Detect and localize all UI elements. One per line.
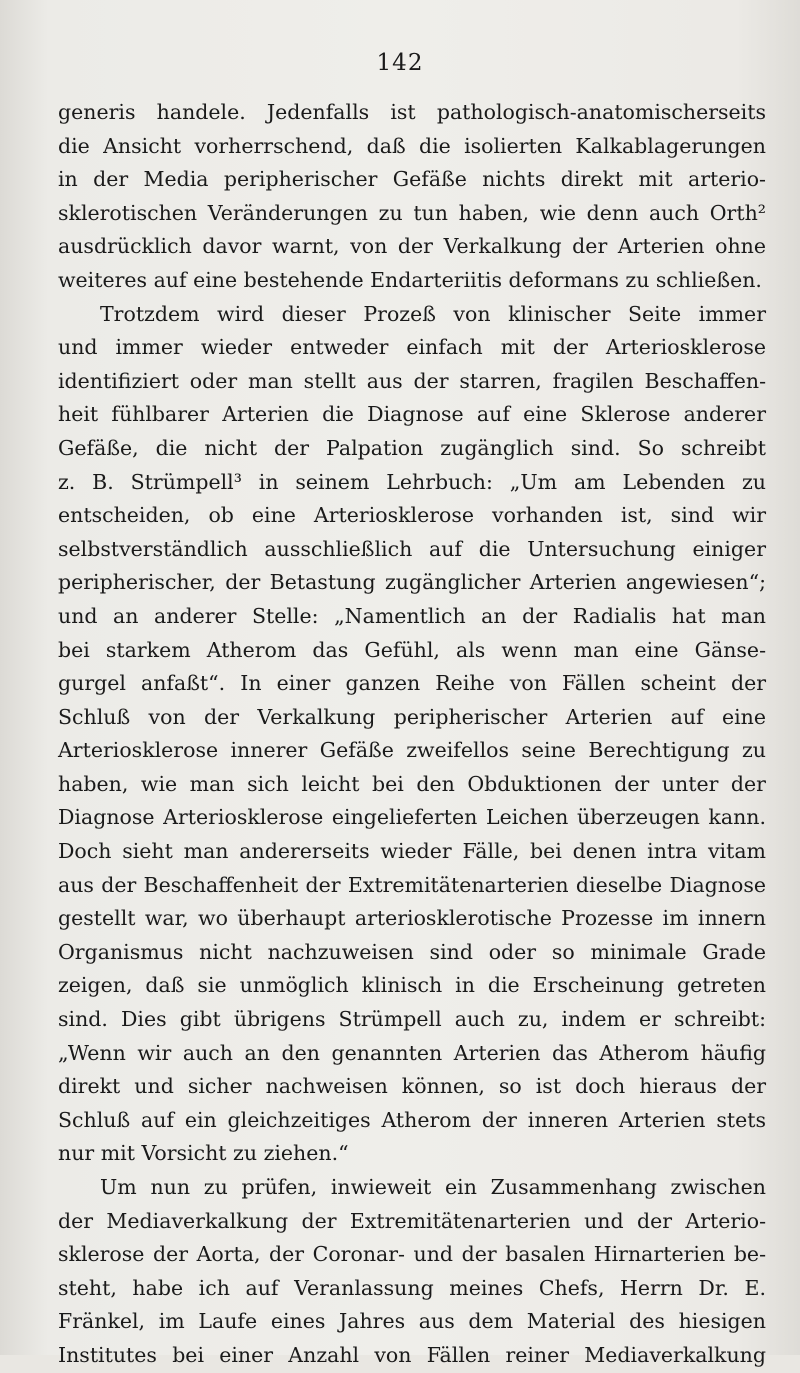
paragraph (58, 96, 766, 298)
text-line: Fränkel, im Laufe eines Jahres aus dem Material des hiesigen (58, 1309, 766, 1334)
paragraph (58, 298, 766, 1171)
text-line: Diagnose Arteriosklerose eingelieferten Leichen überzeugen kann. (58, 805, 766, 830)
text-line: Trotzdem wird dieser Prozeß von klinischer Seite immer (100, 301, 766, 326)
text-line: bei starkem Atherom das Gefühl, als wenn man eine Gänse- (58, 637, 766, 662)
text-line: nur mit Vorsicht zu ziehen.“ (58, 1141, 349, 1166)
text-line: sklerose der Aorta, der Coronar- und der basalen Hirnarterien be- (58, 1242, 766, 1267)
text-line: sind. Dies gibt übrigens Strümpell auch zu, indem er schreibt: (58, 1007, 766, 1032)
text-line: Schluß auf ein gleichzeitiges Atherom der inneren Arterien stets (58, 1107, 766, 1132)
text-line: Schluß von der Verkalkung peripherischer Arterien auf eine (58, 704, 766, 729)
text-line: die Ansicht vorherrschend, daß die isolierten Kalkablagerungen (58, 133, 766, 158)
text-line: und immer wieder entweder einfach mit der Arteriosklerose (58, 335, 766, 360)
text-line: gurgel anfaßt“. In einer ganzen Reihe von Fällen scheint der (58, 671, 766, 696)
text-line: heit fühlbarer Arterien die Diagnose auf eine Sklerose anderer (58, 402, 766, 427)
text-line: weiteres auf eine bestehende Endarteriitis deformans zu schließen. (58, 267, 762, 292)
text-line: Doch sieht man andererseits wieder Fälle, bei denen intra vitam (58, 839, 766, 864)
text-line: haben, wie man sich leicht bei den Obduktionen der unter der (58, 771, 766, 796)
text-line: Arteriosklerose innerer Gefäße zweifellos seine Berechtigung zu (58, 738, 766, 763)
text-line: generis handele. Jedenfalls ist pathologisch-anatomischerseits (58, 100, 766, 124)
text-line: direkt und sicher nachweisen können, so ist doch hieraus der (58, 1074, 766, 1099)
text-line: identifiziert oder man stellt aus der starren, fragilen Beschaffen- (58, 368, 766, 393)
text-line: Gefäße, die nicht der Palpation zugänglich sind. So schreibt (58, 435, 766, 460)
page-body (58, 96, 766, 1373)
text-line: „Wenn wir auch an den genannten Arterien das Atherom häufig (58, 1040, 766, 1065)
text-line: z. B. Strümpell³ in seinem Lehrbuch: „Um am Lebenden zu (58, 469, 766, 494)
text-line: peripherischer, der Betastung zugänglicher Arterien angewiesen“; (58, 570, 766, 595)
text-line: ausdrücklich davor warnt, von der Verkalkung der Arterien ohne (58, 234, 766, 259)
paragraph (58, 1171, 766, 1373)
text-line: entscheiden, ob eine Arteriosklerose vorhanden ist, sind wir (58, 503, 766, 528)
text-line: Institutes bei einer Anzahl von Fällen reiner Mediaverkalkung (58, 1342, 766, 1367)
text-line: aus der Beschaffenheit der Extremitätenarterien dieselbe Diagnose (58, 872, 766, 897)
text-line: sklerotischen Veränderungen zu tun haben, wie denn auch Orth² (58, 200, 766, 225)
text-line: gestellt war, wo überhaupt arteriosklerotische Prozesse im innern (58, 906, 766, 931)
text-line: in der Media peripherischer Gefäße nichts direkt mit arterio- (58, 167, 766, 192)
text-line: und an anderer Stelle: „Namentlich an der Radialis hat man (58, 603, 766, 628)
text-line: selbstverständlich ausschließlich auf die Untersuchung einiger (58, 536, 766, 561)
page-number: 142 (376, 50, 424, 76)
text-line: steht, habe ich auf Veranlassung meines Chefs, Herrn Dr. E. (58, 1275, 766, 1300)
text-line: der Mediaverkalkung der Extremitätenarterien und der Arterio- (58, 1208, 766, 1233)
text-line: zeigen, daß sie unmöglich klinisch in die Erscheinung getreten (58, 973, 766, 998)
text-line: Um nun zu prüfen, inwieweit ein Zusammenhang zwischen (100, 1175, 766, 1199)
text-line: Organismus nicht nachzuweisen sind oder so minimale Grade (58, 939, 766, 964)
